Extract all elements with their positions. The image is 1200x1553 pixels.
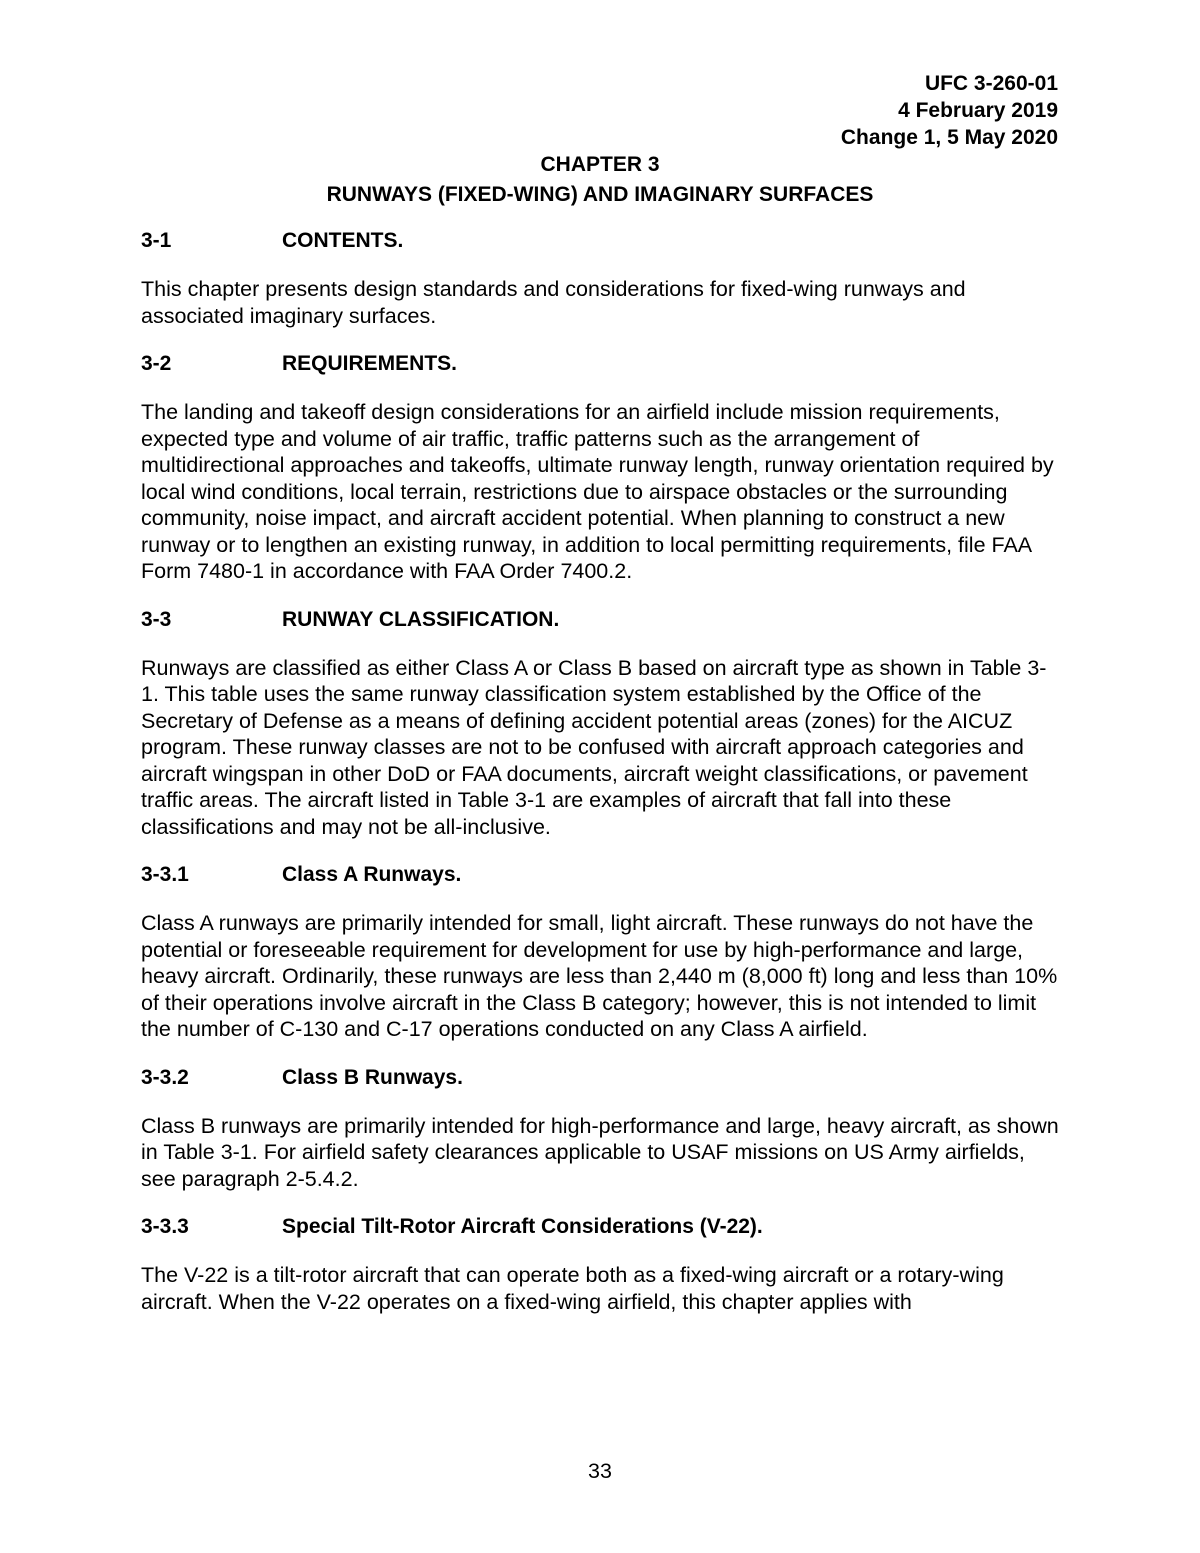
section-body-3-3: Runways are classified as either Class A or Class B based on aircraft type as shown in Table 3-1. This table uses the same runway classification system established by the Office of the Secretary of Defense as a means of defining accident potential areas (zones) for the AICUZ program. These runway classes are not to be confused with aircraft approach categories and aircraft wingspan in other DoD or FAA documents, aircraft weight classifications, or pavement traffic areas. The aircraft listed in Table 3-1 are examples of aircraft that fall into these classifications and may not be all-inclusive. [141,655,1047,839]
section-body-3-3-1: Class A runways are primarily intended for small, light aircraft. These runways do not have the potential or foreseeable requirement for development for use by high-performance and large, heavy aircraft. Ordinarily, these runways are less than 2,440 m (8,000 ft) long and less than 10% of their operations involve aircraft in the Class B category; however, this is not intended to limit the number of C-130 and C-17 operations conducted on any Class A airfield. [141,911,1058,1041]
chapter-heading [0,150,1200,210]
document-id: UFC 3-260-01 [924,72,1058,95]
section-number: 3-3.2 [141,1065,189,1089]
section-number: 3-3.3 [141,1215,189,1238]
section-title: RUNWAY CLASSIFICATION. [282,607,560,631]
page-number: 33 [588,1459,612,1483]
chapter-title: RUNWAYS (FIXED-WING) AND IMAGINARY SURFACES [326,183,874,206]
section-body-3-3-3: The V-22 is a tilt-rotor aircraft that can operate both as a fixed-wing aircraft or a rotary-wing aircraft. When the V-22 operates on a fixed-wing airfield, this chapter applies with [141,1263,1004,1314]
section-body-3-1: This chapter presents design standards and considerations for fixed-wing runways and associated imaginary surfaces. [141,277,966,328]
section-number: 3-2 [141,352,172,375]
section-heading-3-3-2 [141,1065,1061,1091]
section-heading-3-3 [141,607,1061,633]
section-title: CONTENTS. [282,229,404,252]
section-body-3-3-2: Class B runways are primarily intended for high-performance and large, heavy aircraft, as shown in Table 3-1. For airfield safety clearances applicable to USAF missions on US Army airfields, see paragraph 2-5.4.2. [141,1113,1059,1191]
section-heading-3-3-1 [141,862,1061,888]
change-notice: Change 1, 5 May 2020 [840,126,1058,149]
section-heading-3-1 [141,228,1061,254]
section-heading-3-2 [141,351,1061,377]
section-body-3-2: The landing and takeoff design considerations for an airfield include mission requirements, expected type and volume of air traffic, traffic patterns such as the arrangement of multidirectional approaches and takeoffs, ultimate runway length, runway orientation required by local wind conditions, local terrain, restrictions due to airspace obstacles or the surrounding community, noise impact, and aircraft accident potential. When planning to construct a new runway or to lengthen an existing runway, in addition to local permitting requirements, file FAA Form 7480-1 in accordance with FAA Order 7400.2. [141,400,1054,583]
chapter-content [141,228,1061,1337]
section-title: Class A Runways. [282,863,462,886]
document-date: 4 February 2019 [898,99,1058,122]
chapter-number: CHAPTER 3 [540,153,660,176]
section-number: 3-1 [141,229,172,252]
section-heading-3-3-3 [141,1214,1061,1240]
section-number: 3-3.1 [141,863,189,886]
section-number: 3-3 [141,607,172,631]
document-header [841,70,1058,151]
section-title: Special Tilt-Rotor Aircraft Considerations (V-22). [282,1215,763,1238]
section-title: Class B Runways. [282,1065,463,1089]
section-title: REQUIREMENTS. [282,352,458,375]
